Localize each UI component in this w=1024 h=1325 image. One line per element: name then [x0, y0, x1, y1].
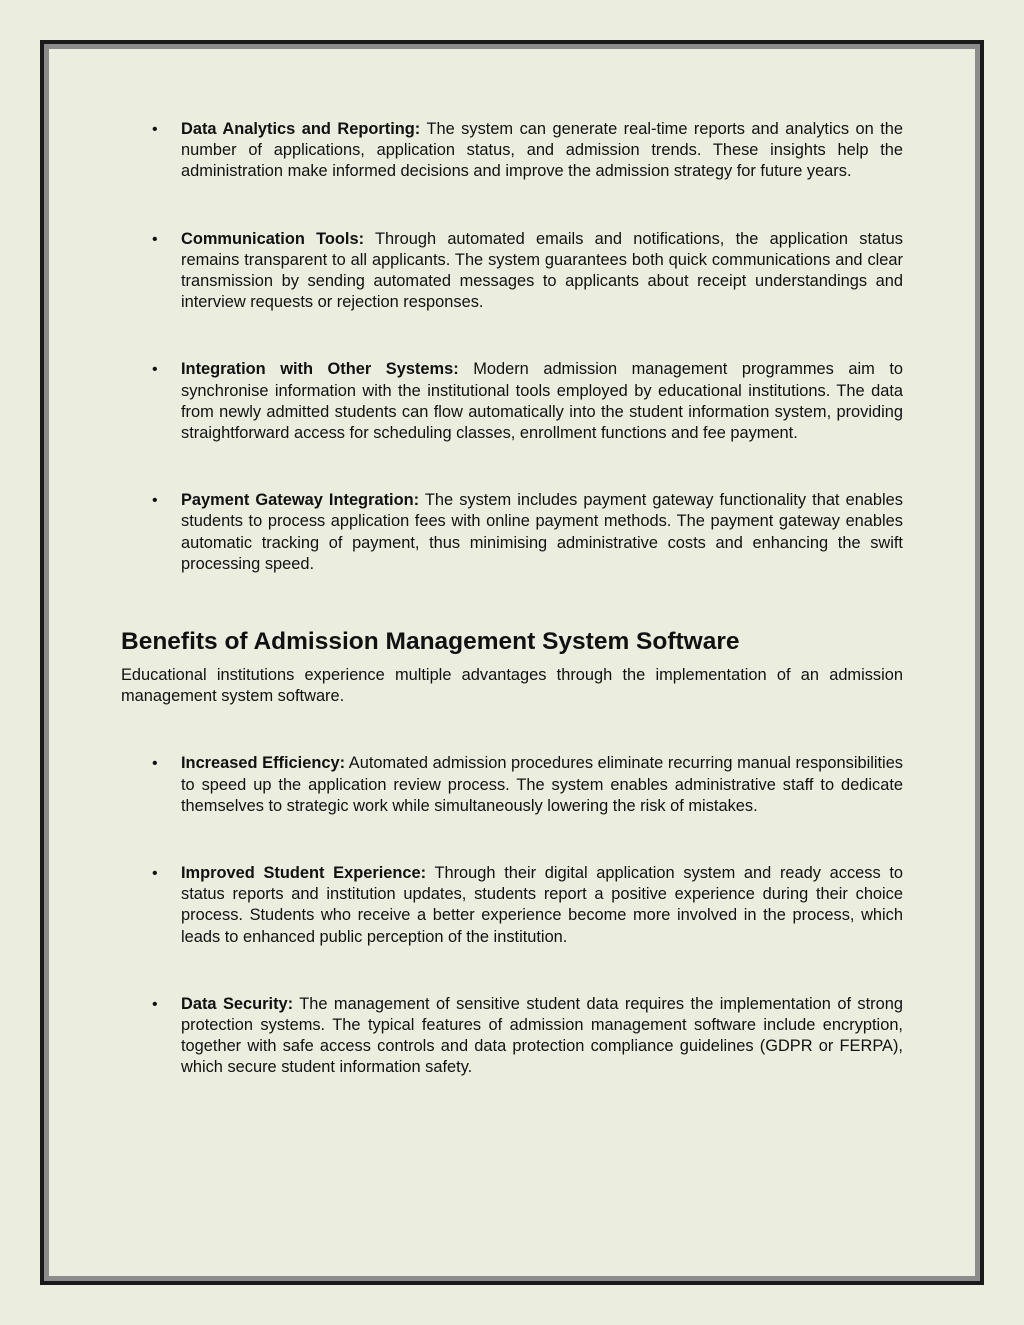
- bullet-text: Through their digital application system and ready access to status reports and institution updates, students report a positive experience during their choice process. Students who receive a better experience become more involved in the process, which leads to enhanced public perception of the institution.: [181, 864, 903, 946]
- section-intro: Educational institutions experience multiple advantages through the implementation of an admission management system software.: [121, 666, 903, 706]
- bullet-text: Modern admission management programmes aim to synchronise information with the institutional tools employed by educational institutions. The data from newly admitted students can flow automatically into the student information system, providing straightforward access for scheduling classes, enrollment functions and fee payment.: [181, 360, 904, 443]
- bullet-term: Data Analytics and Reporting:: [181, 120, 421, 138]
- list-item: [121, 119, 903, 183]
- section-heading: Benefits of Admission Management System Software: [121, 628, 740, 656]
- list-item: [121, 229, 903, 314]
- bullet-icon: •: [152, 995, 158, 1013]
- list-item: [121, 863, 903, 948]
- bullet-icon: •: [152, 755, 158, 773]
- bullet-term: Communication Tools:: [181, 229, 365, 248]
- list-item: [121, 753, 903, 817]
- bullet-icon: •: [152, 121, 158, 138]
- list-item: [121, 490, 903, 575]
- bullet-term: Data Security:: [181, 994, 294, 1013]
- list-item: [121, 994, 903, 1079]
- bullet-text: Automated admission procedures eliminate recurring manual responsibilities to speed up the application review process. The system enables administrative staff to dedicate themselves to strategic work while simultaneously lowering the risk of mistakes.: [181, 754, 904, 815]
- bullet-term: Improved Student Experience:: [181, 864, 427, 883]
- bullet-text: The system includes payment gateway functionality that enables students to process application fees with online payment methods. The payment gateway enables automatic tracking of payment, thus minimising administrative costs and enhancing the swift processing speed.: [181, 491, 903, 573]
- features-list: [121, 119, 903, 575]
- bullet-text: Through automated emails and notifications, the application status remains transparent to all applicants. The system guarantees both quick communications and clear transmission by sending automated messages to applicants about receipt understandings and interview requests or rejection responses.: [181, 229, 903, 312]
- bullet-icon: •: [152, 230, 158, 248]
- document-content: [121, 119, 903, 1079]
- bullet-icon: •: [152, 865, 158, 883]
- bullet-term: Integration with Other Systems:: [181, 360, 459, 379]
- bullet-text: The management of sensitive student data requires the implementation of strong protection systems. The typical features of admission management software include encryption, together with safe access controls and data protection compliance guidelines (GDPR or FERPA), which secure student information safety.: [181, 994, 903, 1077]
- bullet-icon: •: [152, 492, 158, 510]
- bullet-term: Payment Gateway Integration:: [181, 491, 420, 510]
- bullet-icon: •: [152, 361, 158, 379]
- bullet-text: The system can generate real-time reports and analytics on the number of applications, application status, and admission trends. These insights help the administration make informed decisions and improve the admission strategy for future years.: [181, 120, 904, 181]
- bullet-term: Increased Efficiency:: [181, 754, 346, 773]
- list-item: [121, 359, 903, 444]
- benefits-list: [121, 753, 903, 1078]
